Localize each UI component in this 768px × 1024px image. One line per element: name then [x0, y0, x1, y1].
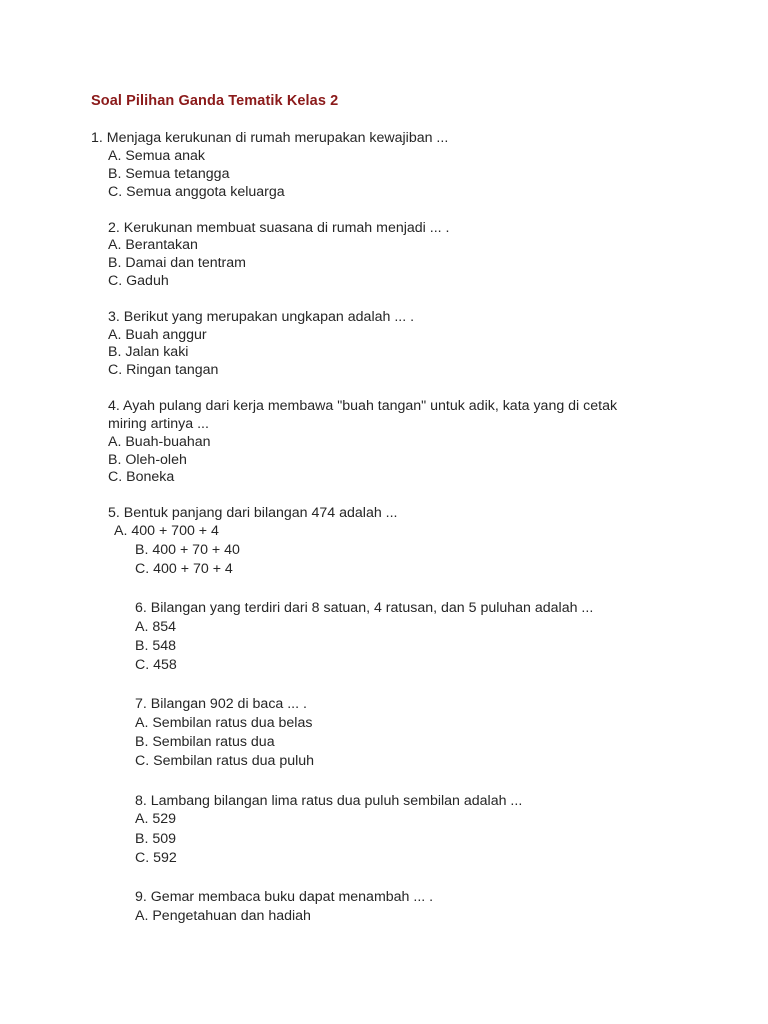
- question-8-text: 8. Lambang bilangan lima ratus dua puluh sembilan adalah ...: [135, 793, 523, 809]
- question-7-option-c: C. Sembilan ratus dua puluh: [135, 753, 315, 769]
- question-5-text: 5. Bentuk panjang dari bilangan 474 adalah ...: [108, 505, 398, 521]
- question-4-text-line-2: miring artinya ...: [108, 416, 209, 432]
- question-7-option-a: A. Sembilan ratus dua belas: [135, 715, 313, 731]
- question-5-option-c: C. 400 + 70 + 4: [135, 561, 233, 577]
- document-title: Soal Pilihan Ganda Tematik Kelas 2: [91, 93, 339, 109]
- question-3-option-c: C. Ringan tangan: [108, 362, 219, 378]
- question-3-option-a: A. Buah anggur: [108, 327, 207, 343]
- question-2-text: 2. Kerukunan membuat suasana di rumah menjadi ... .: [108, 220, 450, 236]
- question-1-option-a: A. Semua anak: [108, 148, 206, 164]
- question-9-option-a: A. Pengetahuan dan hadiah: [135, 908, 311, 924]
- question-2-option-b: B. Damai dan tentram: [108, 255, 246, 271]
- question-3-option-b: B. Jalan kaki: [108, 344, 189, 360]
- question-1-option-c: C. Semua anggota keluarga: [108, 184, 285, 200]
- question-4-option-c: C. Boneka: [108, 469, 175, 485]
- question-6-option-b: B. 548: [135, 638, 177, 654]
- question-8-option-c: C. 592: [135, 850, 177, 866]
- question-1-option-b: B. Semua tetangga: [108, 166, 230, 182]
- question-5-option-a: A. 400 + 700 + 4: [114, 523, 219, 539]
- question-8-option-b: B. 509: [135, 831, 177, 847]
- question-8-option-a: A. 529: [135, 811, 177, 827]
- question-2-option-c: C. Gaduh: [108, 273, 169, 289]
- question-1-text: 1. Menjaga kerukunan di rumah merupakan kewajiban ...: [91, 130, 449, 146]
- question-3-text: 3. Berikut yang merupakan ungkapan adalah ... .: [108, 309, 415, 325]
- question-6-text: 6. Bilangan yang terdiri dari 8 satuan, 4 ratusan, dan 5 puluhan adalah ...: [135, 600, 594, 616]
- question-9-text: 9. Gemar membaca buku dapat menambah ... .: [135, 889, 434, 905]
- question-6-option-c: C. 458: [135, 657, 177, 673]
- question-4-text-line-1: 4. Ayah pulang dari kerja membawa "buah tangan" untuk adik, kata yang di cetak: [108, 398, 618, 414]
- question-4-option-a: A. Buah-buahan: [108, 434, 211, 450]
- question-7-option-b: B. Sembilan ratus dua: [135, 734, 275, 750]
- question-5-option-b: B. 400 + 70 + 40: [135, 542, 240, 558]
- question-2-option-a: A. Berantakan: [108, 237, 198, 253]
- question-4-option-b: B. Oleh-oleh: [108, 452, 187, 468]
- question-6-option-a: A. 854: [135, 619, 177, 635]
- question-7-text: 7. Bilangan 902 di baca ... .: [135, 696, 307, 712]
